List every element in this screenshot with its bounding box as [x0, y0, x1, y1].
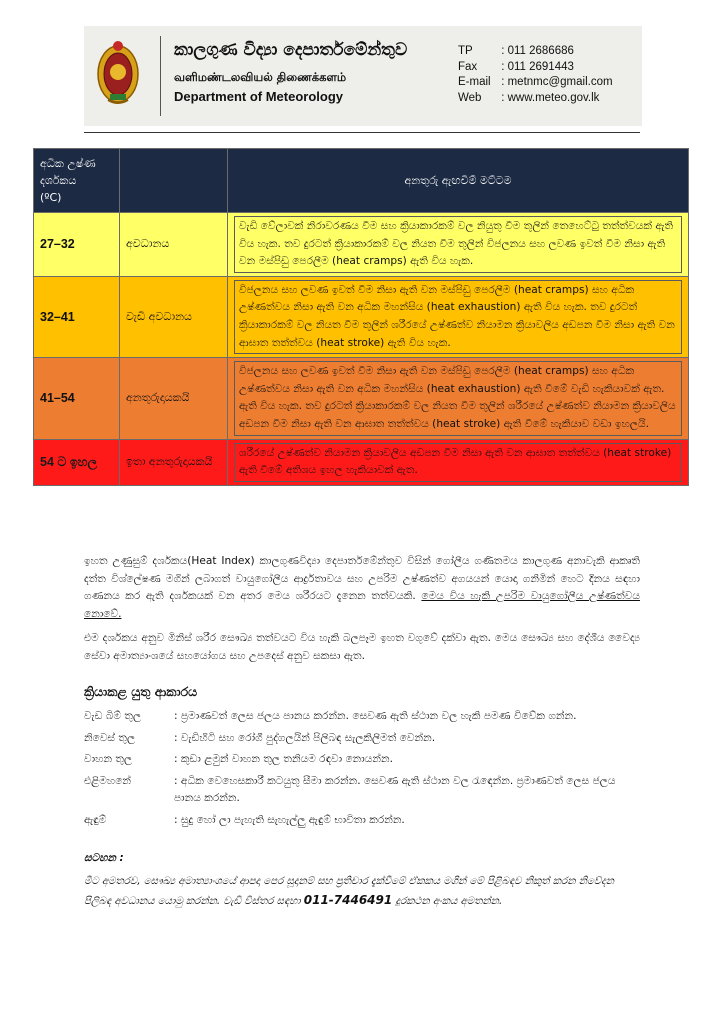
- description-text: වැඩි වේලාවක් නිරාවරණය වීම සහ ක්‍රියාකාරකම් වල නියුතු වීම තුලින් තෙහෙට්ටු තත්ත්වයක් ඇති විය හැක. තව දුරටත් ක්‍රියාකාරකම් වල නියත වීම තුලින් විජලනය සහ ලවණ ඉවත් වීම නිසා ඇති වන මස්පිඩු පෙරලීම (heat cramps) ඇති විය හැක.: [234, 216, 682, 273]
- header-text: දර්ශකය: [40, 174, 77, 187]
- action-text: : සුදු හෝ ලා පැහැති සැහැල්ලු ඇඳුම් භාවිතා කරන්න.: [174, 813, 405, 826]
- table-row: [34, 276, 689, 357]
- actions-list: [84, 708, 640, 834]
- warning-level-column-header: අනතුරු ඇඟවීම් මට්ටම: [228, 149, 689, 213]
- header-divider: [160, 36, 161, 116]
- table-row: [34, 439, 689, 485]
- action-label: වාහන තුල: [84, 753, 133, 766]
- list-item: [84, 751, 640, 769]
- warning-level: ඉතා අනතුරුදායකයි: [120, 439, 228, 485]
- contact-row-email: [458, 75, 613, 91]
- department-title-tamil: வளிமண்டலவியல் திணைக்களம்: [174, 70, 347, 84]
- warning-description: [228, 358, 689, 439]
- description-text: විජලනය සහ ලවණ ඉවත් වීම නිසා ඇති වන මස්පිඩු පෙරලීම (heat cramps) සහ අධික උෂ්ණත්වය නිසා ඇති වන අධික මහන්සිය (heat exhaustion) ඇති වීමේ වැඩි හැකියාවක් ඇත. ඇති විය හැක. තව දුරටත් ක්‍රියාකාරකම් වල නියත වීම තුලින් ශරීරයේ උෂ්ණත්ව නියාමන ක්‍රියාවලිය අඩපන වීම නිසා ඇති වන ආඝාත තත්ත්වය (heat stroke) ඇති වීමේ හැකියාව වඩා ඉහලයි.: [234, 361, 682, 435]
- contact-label: Fax: [458, 60, 478, 73]
- warning-description: [228, 213, 689, 277]
- action-label: ඇඳුම්: [84, 813, 107, 826]
- explanation-text: ඉහත උණුසුම් දර්ශකය(Heat Index) කාලගුණවිද්‍යා දෙපාර්තමේන්තුව විසින් ගෝලීය ගණිතමය කාලගුණ අනාවැකි ආකෘති දත්ත විශ්ලේෂණ මගින් ලබාගත් වායුගෝලීය ආර්ද්‍රතාවය සහ උපරිම උෂ්ණත්ව අගයයන් යොදා ගනිමින් හෙට දිනය සඳහා ගණනය කර ඇති දර්ශකයක් වන අතර මෙය ශරීරයට දැනෙන තත්වයකි.: [84, 555, 640, 603]
- contact-row-tp: [458, 44, 613, 60]
- letterhead: [84, 26, 642, 126]
- action-label: එළිමහනේ: [84, 774, 132, 787]
- heat-index-column-header: [34, 149, 120, 213]
- list-item: [84, 812, 640, 830]
- contact-value: : 011 2686686: [501, 45, 574, 57]
- action-text: : වැඩිහිටි සහ රෝගී පුද්ගලයින් පිලිබඳ සැලකිලිමත් වෙන්න.: [174, 731, 436, 744]
- heat-index-explanation: [84, 553, 640, 623]
- header-text: අධික උෂ්ණ: [40, 157, 96, 170]
- department-title-english: Department of Meteorology: [174, 89, 344, 104]
- level-column-header: [120, 149, 228, 213]
- contact-row-web: [458, 91, 613, 107]
- table-header-row: [34, 149, 689, 213]
- heat-index-range: 32–41: [34, 276, 120, 357]
- hotline-number: 011-7446491: [303, 893, 393, 907]
- list-item: [84, 773, 640, 808]
- heat-index-range: 54 ට ඉහල: [34, 439, 120, 485]
- note-heading: සටහන :: [84, 852, 124, 864]
- list-item: [84, 708, 640, 726]
- contact-value[interactable]: : metnmc@gmail.com: [501, 76, 613, 88]
- action-text: : ප්‍රමාණවත් ලෙස ජලය පානය කරන්න. සෙවණ ඇති ස්ථාන වල හැකි පමණ විවේක ගන්න.: [174, 710, 577, 722]
- contact-row-fax: [458, 60, 613, 76]
- actions-heading: ක්‍රියාකළ යුතු ආකාරය: [84, 684, 198, 699]
- note-body-end: දුරකථන අංකය අමතන්න.: [392, 896, 503, 907]
- note-text: [84, 872, 640, 911]
- action-label: නිවෙස් තුල: [84, 731, 136, 744]
- warning-description: [228, 276, 689, 357]
- description-text: ශරීරයේ උෂ්ණත්ව නියාමන ක්‍රියාවලිය අඩපන වීම නිසා ඇති වන ආඝාත තත්ත්වය (heat stroke) ඇති වීමේ අතිශය ඉහල හැකියාවක් ඇත.: [234, 443, 682, 482]
- action-text: : කුඩා ළමුන් වාහන තුල තනියම රඳවා නොයන්න.: [174, 753, 393, 766]
- description-text: විජලනය සහ ලවණ ඉවත් වීම නිසා ඇති වන මස්පිඩු පෙරලීම (heat cramps) සහ අධික උෂ්ණත්වය නිසා ඇති වන අධික මහන්සිය (heat exhaustion) ඇති විය හැක. තව දුරටත් ක්‍රියාකාරකම් වල නියත වීම තුලින් ශරීරයේ උෂ්ණත්ව නියාමන ක්‍රියාවලිය අඩපන වීම නිසා ඇති වන ආඝාත තත්ත්වය (heat stroke) ඇති විය හැක.: [234, 280, 682, 354]
- contact-label: Web: [458, 91, 482, 104]
- table-row: [34, 213, 689, 277]
- contact-label: TP: [458, 45, 473, 57]
- warning-level: වැඩි අවධානය: [120, 276, 228, 357]
- explanation-underlined-text: මෙය විය හැකි උපරිම වායුගෝලීය උෂ්ණත්වය නොවේ.: [84, 590, 640, 620]
- national-emblem-icon: [96, 38, 140, 108]
- header-rule: [84, 132, 640, 133]
- warning-description: [228, 439, 689, 485]
- heat-index-range: 27–32: [34, 213, 120, 277]
- table-row: [34, 358, 689, 439]
- contact-value: : 011 2691443: [501, 60, 574, 73]
- action-label: වැඩ බිම් තුල: [84, 710, 142, 722]
- contact-block: [458, 44, 613, 106]
- heat-index-table: [33, 148, 689, 486]
- action-text: : අධික වෙහෙසකාරී කටයුතු සීමා කරන්න. සෙවණ ඇති ස්ථාන වල රැඳෙන්න. ප්‍රමාණවත් ලෙස ජලය පානය කරන්න.: [174, 774, 616, 805]
- header-unit: (ºC): [40, 191, 62, 204]
- note-body: මීට අමතරව, සෞඛ්‍ය අමාත්‍යාංශයේ ආපදා පෙර සූදානම් සහ ප්‍රතිචාර දැක්වීමේ ඒකකය මගින් මේ පිළිබඳව නිකුත් කරන නිවේදන පිලිබඳ අවධානය යොමු කරන්න. වැඩි විස්තර සඳහා: [84, 876, 615, 907]
- warning-level: අනතුරුදායකයි: [120, 358, 228, 439]
- health-impact-paragraph: එම දර්ශකය අනුව මිනිස් ශරීර සෞඛ්‍ය තත්වයට විය හැකි බලපෑම ඉහත වගුවේ දක්වා ඇත. මෙය සෞඛ්‍ය සහ දේශීය වෛද්‍ය සේවා අමාත්‍යාංශයේ සහයෝගය සහ උපදෙස් අනුව සකසා ඇත.: [84, 632, 640, 662]
- list-item: [84, 730, 640, 748]
- heat-index-range: 41–54: [34, 358, 120, 439]
- contact-label: E-mail: [458, 76, 491, 88]
- contact-value[interactable]: : www.meteo.gov.lk: [501, 91, 600, 104]
- department-title-sinhala: කාලගුණ විද්‍යා දෙපාර්තමේන්තුව: [174, 40, 408, 60]
- warning-level: අවධානය: [120, 213, 228, 277]
